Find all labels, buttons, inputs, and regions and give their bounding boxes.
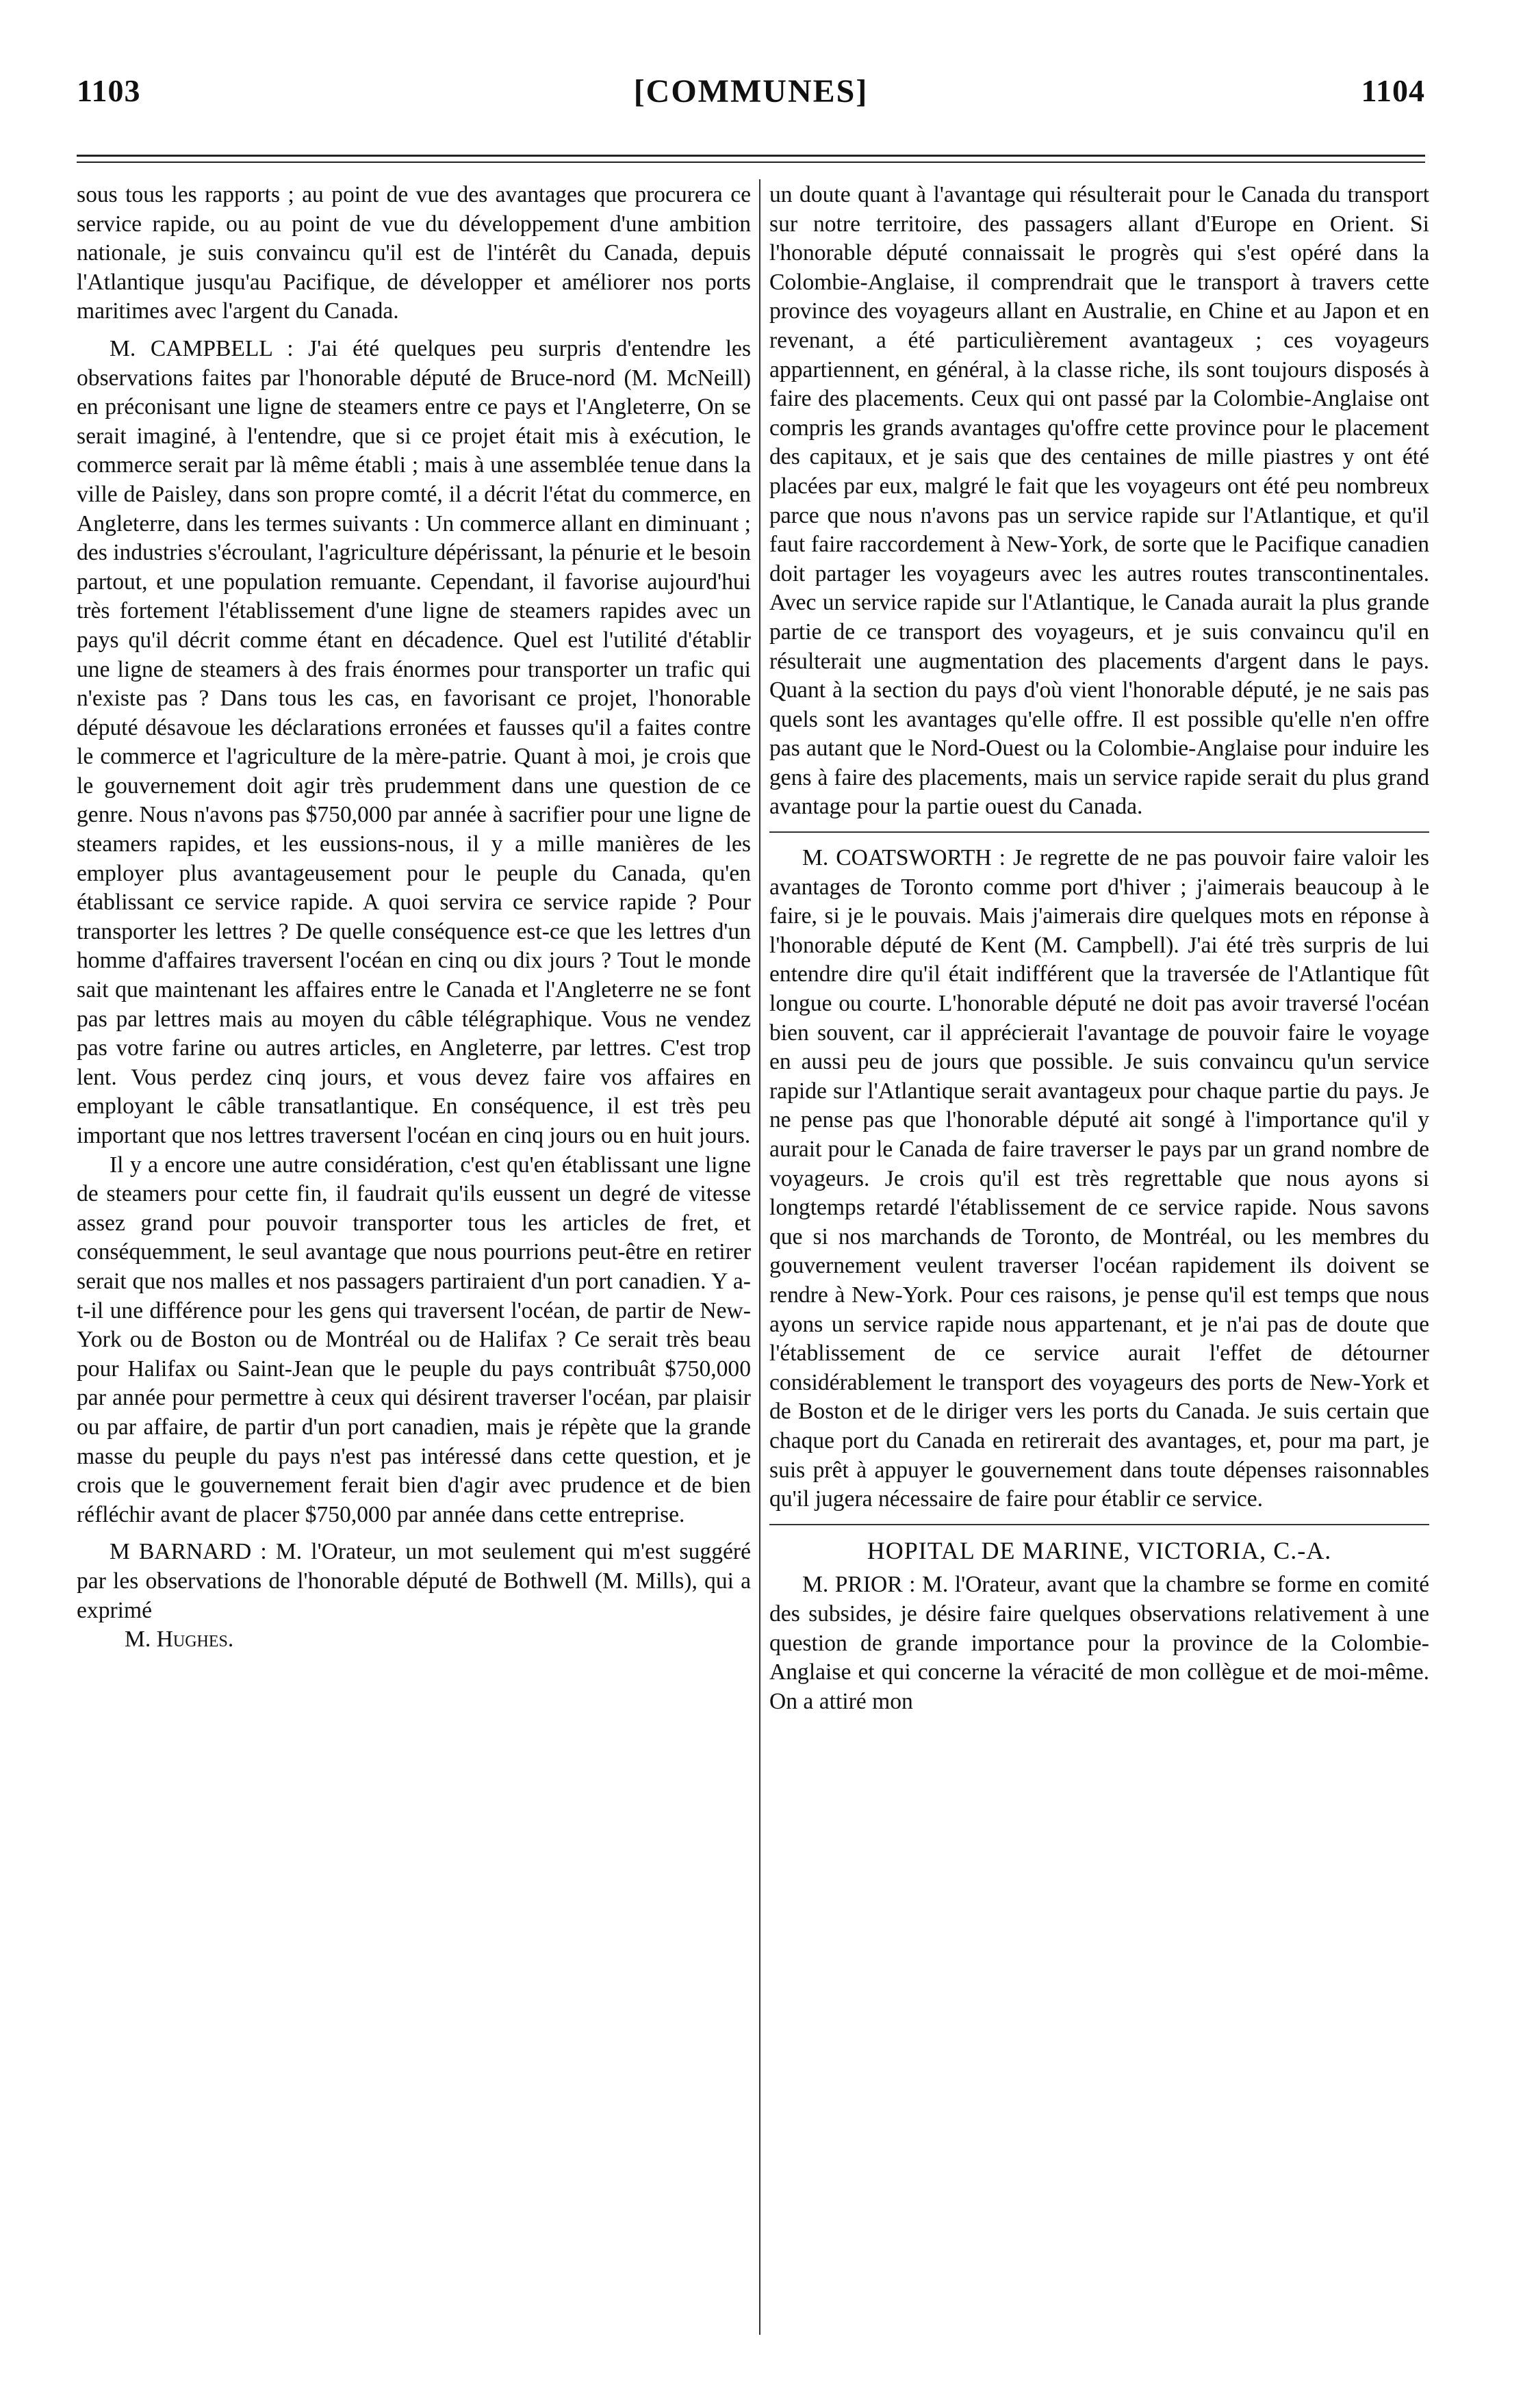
paragraph: un doute quant à l'avantage qui résulterait pour le Canada du transport sur notre territoire, des passagers allant d'Europe en Orient. Si l'honorable député connaissait le progrès qui s'est opéré dans la Colombie-Anglaise, il comprendrait que le transport à travers cette province des voyageurs allant en Australie, en Chine et au Japon et en revenant, a été particulièrement avantageux ; ces voyageurs appartiennent, en général, à la classe riche, ils sont toujours disposés à faire des placements. Ceux qui ont passé par la Colombie-Anglaise ont compris les grands avantages qu'offre cette province pour le placement des capitaux, et je sais que des centaines de mille piastres y ont été placées par eux, malgré le fait que les voyageurs ont été peu nombreux parce que nous n'avons pas un service rapide sur l'Atlantique, et qu'il faut faire raccordement à New-York, de sorte que le Pacifique canadien doit partager les voyageurs avec les autres routes transcontinentales. Avec un service rapide sur l'Atlantique, le Canada aurait la plus grande partie de ce transport des voyageurs, et je suis convaincu qu'il en résulterait une augmentation des placements d'argent dans le pays. Quant à la section du pays d'où vient l'honorable député, je ne sais pas quels sont les avantages qu'elle offre. Il est possible qu'elle n'en offre pas autant que le Nord-Ouest ou la Colombie-Anglaise pour induire les gens à faire des placements, mais un service rapide serait du plus grand avantage pour la partie ouest du Canada. bbox=[769, 182, 1429, 820]
header-rule-top bbox=[77, 155, 1425, 157]
left-column bbox=[77, 181, 751, 1655]
paragraph-campbell bbox=[77, 335, 751, 1151]
left-page-number: 1103 bbox=[77, 73, 141, 108]
paragraph-coatsworth bbox=[769, 844, 1429, 1514]
paragraph-prior bbox=[769, 1570, 1429, 1716]
header-rule-bottom bbox=[77, 161, 1425, 163]
speech-text: M. l'Orateur, un mot seulement qui m'est suggéré par les observations de l'honorable député de Bothwell (M. Mills), qui a exprimé bbox=[77, 1539, 751, 1623]
speaker-name: M. COATSWORTH : bbox=[802, 845, 1006, 871]
section-separator bbox=[769, 1524, 1429, 1525]
speaker-name: M. PRIOR : bbox=[802, 1572, 916, 1598]
right-page-number: 1104 bbox=[1361, 73, 1425, 108]
paragraph: sous tous les rapports ; au point de vue des avantages que procurera ce service rapide, ou au point de vue du développement d'une ambition nationale, je suis convaincu qu'il est de l'intérêt du Canada, depuis l'Atlantique jusqu'au Pacifique, de développer et améliorer nos ports maritimes avec l'argent du Canada. bbox=[77, 182, 751, 324]
speech-text: Je regrette de ne pas pouvoir faire valoir les avantages de Toronto comme port d'hiver ; j'aimerais beaucoup à le faire, si je le pouvais. Mais j'aimerais dire quelques mots en réponse à l'honorable député de Kent (M. Campbell). J'ai été très surpris de lui entendre dire qu'il était indifférent que la traversée de l'Atlantique fût longue ou courte. L'honorable député ne doit pas avoir traversé l'océan bien souvent, car il apprécierait l'avantage de pouvoir faire le voyage en aussi peu de jours que possible. Je suis convaincu qu'un service rapide sur l'Atlantique serait avantageux pour chaque partie du pays. Je ne pense pas que l'honorable député ait songé à l'importance qu'il y aurait pour le Canada de faire traverser le pays par un grand nombre de voyageurs. Je crois qu'il est très regrettable que nous ayons si longtemps retardé l'établissement de ce service rapide. Nous savons que si nos marchands de Toronto, de Montréal, ou les membres du gouvernement veulent traverser l'océan rapidement ils doivent se rendre à New-York. Pour ces raisons, je pense qu'il est temps que nous ayons un service rapide nous appartenant, et je n'ai pas de doute que l'établissement de ce service aurait l'effet de détourner considérablement le transport des voyageurs des ports de New-York et de Boston et de le diriger vers les ports du Canada. Je suis certain que chaque port du Canada en retirerait des avantages, et, pour ma part, je suis prêt à appuyer le gouvernement dans toute dépenses raisonnables qu'il jugera nécessaire de faire pour établir ce service. bbox=[769, 845, 1429, 1512]
section-heading: HOPITAL DE MARINE, VICTORIA, C.-A. bbox=[867, 1536, 1332, 1564]
paragraph: Il y a encore une autre considération, c'est qu'en établissant une ligne de steamers pour cette fin, il faudrait qu'ils eussent un degré de vitesse assez grand pour pouvoir transporter tous les articles de fret, et conséquemment, le seul avantage que nous pourrions peut-être en retirer serait que nos malles et nos passagers partiraient d'un port canadien. Y a-t-il une différence pour les gens qui traversent l'océan, de partir de New-York ou de Boston ou de Montréal ou de Halifax ? Ce serait très beau pour Halifax ou Saint-Jean que le peuple du pays contribuât $750,000 par année pour permettre à ceux qui désirent traverser l'océan, par plaisir ou par affaire, de partir d'un port canadien, mais je répète que la grande masse du peuple du pays n'est pas intéressé dans cette question, et je crois que le gouvernement ferait bien d'agir avec prudence et de bien réfléchir avant de placer $750,000 par année dans cette entreprise. bbox=[77, 1152, 751, 1527]
running-title: [COMMUNES] bbox=[633, 73, 869, 109]
speaker-name: M. CAMPBELL : bbox=[110, 335, 294, 361]
section-separator bbox=[769, 831, 1429, 833]
speaker-name: M BARNARD : bbox=[110, 1539, 267, 1565]
speech-text: J'ai été quelques peu surpris d'entendre les observations faites par l'honorable député de Bruce-nord (M. McNeill) en préconisant une ligne de steamers entre ce pays et l'Angleterre, On se serait imaginé, à l'entendre, que si ce projet était mis à exécution, le commerce serait par là même établi ; mais à une assemblée tenue dans la ville de Paisley, dans son propre comté, il a décrit l'état du commerce, en Angleterre, dans les termes suivants : Un commerce allant en diminuant ; des industries s'écroulant, l'agriculture dépérissant, la pénurie et le besoin partout, et une population remuante. Cependant, il favorise aujourd'hui très fortement l'établissement d'une ligne de steamers rapides avec un pays qu'il décrit comme étant en décadence. Quel est l'utilité d'établir une ligne de steamers à des frais énormes pour transporter un trafic qui n'existe pas ? Dans tous les cas, en favorisant ce projet, l'honorable député désavoue les déclarations erronées et fausses qu'il a faites contre le commerce et l'agriculture de la mère-patrie. Quant à moi, je crois que le gouvernement doit agir très prudemment dans une question de ce genre. Nous n'avons pas $750,000 par année à sacrifier pour une ligne de steamers rapides, et les eussions-nous, il y a mille manières de les employer plus avantageusement pour le peuple du Canada, qu'en établissant ce service rapide. A quoi servira ce service rapide ? Pour transporter les lettres ? De quelle conséquence est-ce que les lettres d'un homme d'affaires traversent l'océan en cinq ou dix jours ? Tout le monde sait que maintenant les affaires entre le Canada et l'Angleterre ne se font pas par lettres mais au moyen du câble télégraphique. Vous ne vendez pas votre farine ou autres articles, en Angleterre, par lettres. C'est trop lent. Vous perdez cinq jours, et vous devez faire vos affaires en employant le câble transatlantique. En conséquence, il est très peu important que nos lettres traversent l'océan en cinq jours ou en huit jours. bbox=[77, 335, 752, 1148]
column-catchword: M. Hughes. bbox=[125, 1627, 234, 1653]
paragraph-barnard bbox=[77, 1538, 751, 1625]
column-divider bbox=[759, 179, 760, 2335]
page-header bbox=[77, 73, 1425, 134]
speech-text: M. l'Orateur, avant que la chambre se forme en comité des subsides, je désire faire quelques observations relativement à une question de grande importance pour la province de la Colombie-Anglaise et qui concerne la véracité de mon collègue et de moi-même. On a attiré mon bbox=[769, 1572, 1429, 1714]
right-column bbox=[769, 181, 1429, 1716]
